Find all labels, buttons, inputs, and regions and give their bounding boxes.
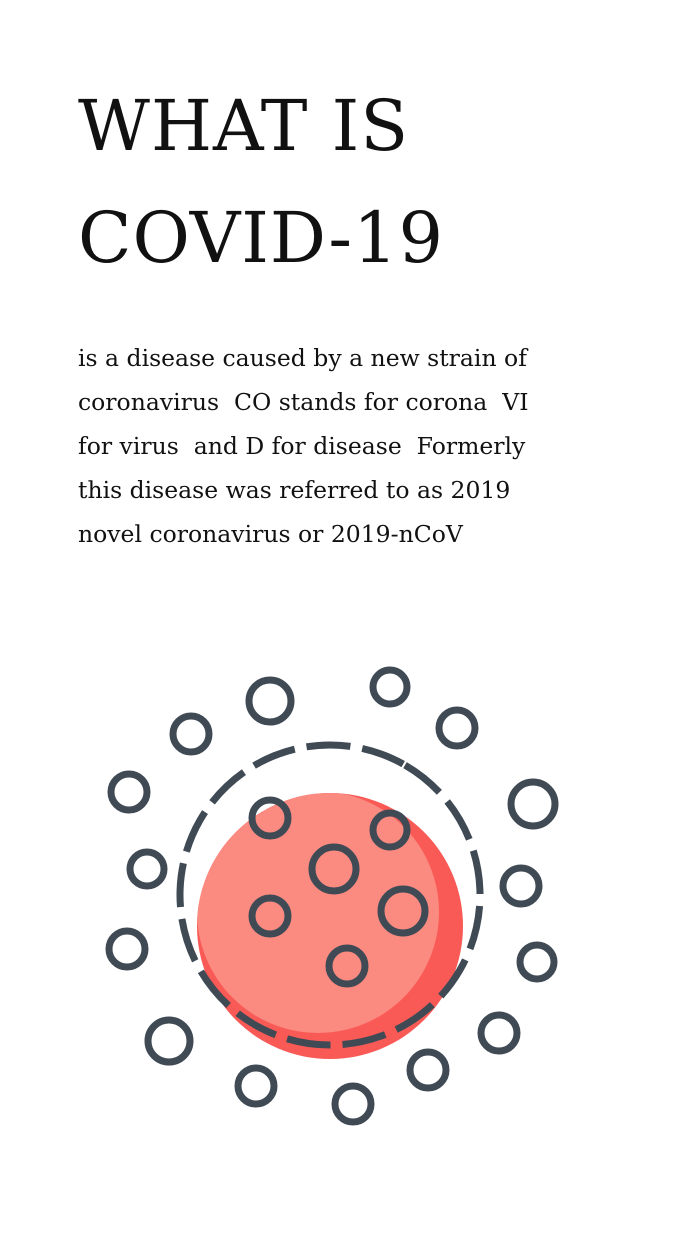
page-title: [78, 70, 444, 294]
description-paragraph: [78, 336, 678, 556]
description-line-5: novel coronavirus or 2019-nCoV: [78, 520, 463, 548]
title-line-1: WHAT IS: [78, 85, 410, 167]
description-line-4: this disease was referred to as 2019: [78, 476, 511, 504]
description-line-1: is a disease caused by a new strain of: [78, 344, 527, 372]
coronavirus-icon: [0, 640, 700, 1160]
description-line-3: for virus and D for disease Formerly: [78, 432, 526, 460]
description-line-2: coronavirus CO stands for corona VI: [78, 388, 529, 416]
title-line-2: COVID-19: [78, 197, 445, 279]
